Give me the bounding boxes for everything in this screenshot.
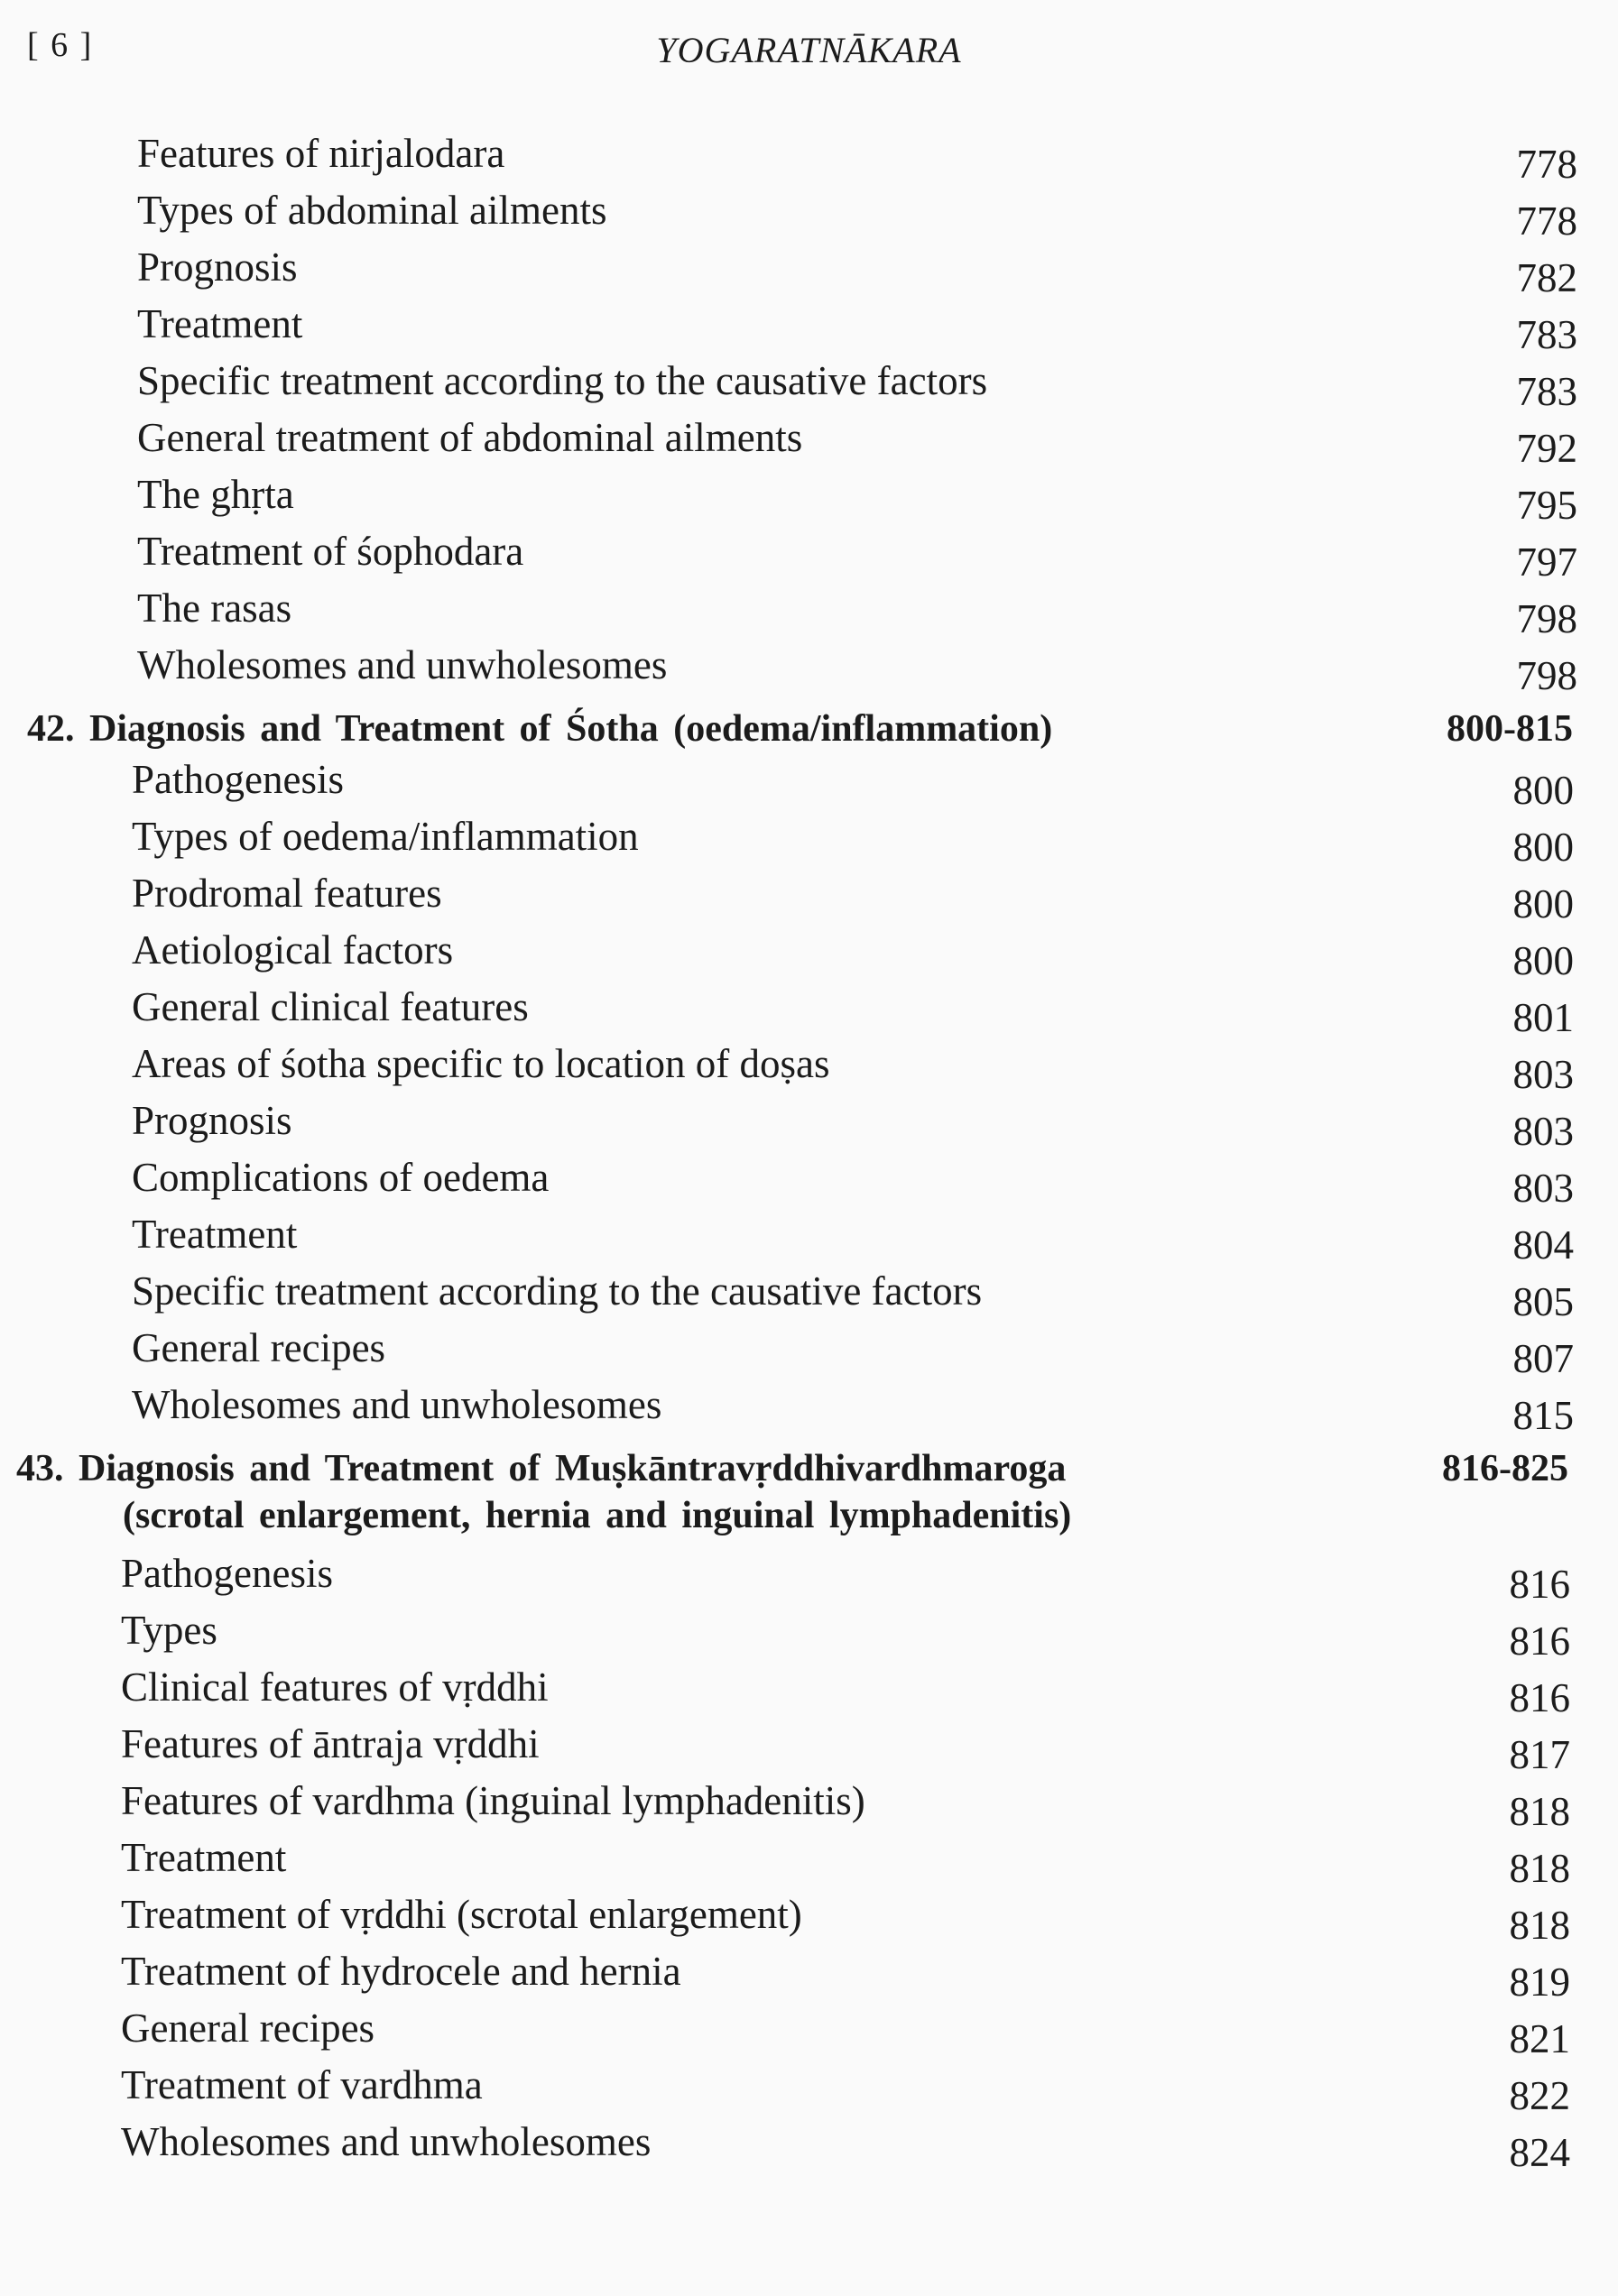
toc-entry <box>0 2115 1618 2175</box>
toc-entry-title: General treatment of abdominal ailments <box>137 415 803 460</box>
toc-entry-title: Treatment of vṛddhi (scrotal enlargement) <box>121 1892 802 1937</box>
toc-entry <box>0 1150 1618 1211</box>
toc-entry <box>0 809 1618 870</box>
toc-entry <box>0 297 1618 357</box>
toc-entry <box>0 581 1618 641</box>
toc-entry <box>0 1321 1618 1381</box>
toc-entry-page: 783 <box>1516 369 1577 414</box>
toc-entry <box>0 1378 1618 1438</box>
toc-entry-title: Pathogenesis <box>121 1551 333 1596</box>
chapter-heading <box>0 1434 1618 1492</box>
toc-entry-page: 803 <box>1512 1052 1574 1097</box>
toc-entry-title: Wholesomes and unwholesomes <box>132 1382 662 1427</box>
toc-entry-page: 807 <box>1512 1336 1574 1381</box>
toc-entry-title: Features of vardhma (inguinal lymphadenitis) <box>121 1778 865 1823</box>
toc-entry-title: Wholesomes and unwholesomes <box>121 2119 652 2164</box>
toc-entry-title: Aetiological factors <box>132 927 454 973</box>
toc-entry-page: 816 <box>1509 1562 1570 1607</box>
toc-entry-page: 782 <box>1516 255 1577 300</box>
toc-entry-page: 783 <box>1516 312 1577 357</box>
toc-entry-page: 817 <box>1509 1732 1570 1777</box>
toc-entry-page: 821 <box>1509 2016 1570 2061</box>
toc-entry-title: Pathogenesis <box>132 757 344 802</box>
toc-entry <box>0 126 1618 187</box>
toc-entry-page: 822 <box>1509 2073 1570 2118</box>
toc-entry-page: 818 <box>1509 1903 1570 1948</box>
toc-entry-title: Prodromal features <box>132 871 442 916</box>
toc-entry-page: 801 <box>1512 995 1574 1040</box>
toc-entry-title: The ghṛta <box>137 472 294 517</box>
toc-entry-title: Treatment <box>132 1212 298 1257</box>
toc-entry-page: 804 <box>1512 1222 1574 1268</box>
toc-entry <box>0 1037 1618 1097</box>
toc-entry <box>0 1774 1618 1834</box>
running-title: YOGARATNĀKARA <box>656 30 962 70</box>
chapter-pages: 800-815 <box>1447 708 1573 750</box>
toc-entry-title: General recipes <box>132 1325 386 1370</box>
toc-entry-title: Treatment of hydrocele and hernia <box>121 1949 681 1994</box>
chapter-subtitle: (scrotal enlargement, hernia and inguinal lymphadenitis) <box>123 1495 1072 1536</box>
toc-entry-page: 818 <box>1509 1789 1570 1834</box>
chapter-heading <box>0 695 1618 752</box>
chapter-title: 43. Diagnosis and Treatment of Muṣkāntravṛddhivardhmaroga <box>16 1448 1067 1489</box>
toc-entry <box>0 1660 1618 1720</box>
toc-entry-page: 795 <box>1516 483 1577 528</box>
toc-entry-page: 798 <box>1516 596 1577 641</box>
toc-entry <box>0 2001 1618 2061</box>
chapter-pages: 816-825 <box>1442 1448 1568 1489</box>
toc-entry-title: Areas of śotha specific to location of doṣas <box>132 1041 830 1086</box>
toc-entry <box>0 467 1618 528</box>
toc-entry <box>0 410 1618 471</box>
toc-entry-title: Types of abdominal ailments <box>137 188 607 233</box>
toc-entry-title: Complications of oedema <box>132 1155 550 1200</box>
page-number: [ 6 ] <box>27 26 94 64</box>
toc-entry-page: 805 <box>1512 1279 1574 1324</box>
toc-entry <box>0 923 1618 983</box>
toc-entry-page: 824 <box>1509 2130 1570 2175</box>
toc-entry <box>0 866 1618 927</box>
toc-entry <box>0 240 1618 300</box>
toc-entry-page: 800 <box>1512 768 1574 813</box>
toc-entry-title: Clinical features of vṛddhi <box>121 1664 549 1710</box>
toc-entry <box>0 1603 1618 1664</box>
toc-entry <box>0 1264 1618 1324</box>
toc-entry-title: General clinical features <box>132 984 529 1029</box>
toc-entry <box>0 1944 1618 2005</box>
toc-entry-title: Types <box>121 1608 217 1653</box>
toc-entry-title: The rasas <box>137 586 292 631</box>
page-header <box>27 25 1591 76</box>
toc-entry-page: 818 <box>1509 1846 1570 1891</box>
toc-entry <box>0 1717 1618 1777</box>
toc-entry-title: Features of nirjalodara <box>137 131 505 176</box>
toc-entry <box>0 980 1618 1040</box>
toc-entry-page: 778 <box>1516 142 1577 187</box>
toc-entry <box>0 354 1618 414</box>
toc-entry-page: 800 <box>1512 881 1574 927</box>
toc-entry <box>0 1887 1618 1948</box>
toc-entry-title: Types of oedema/inflammation <box>132 814 639 859</box>
toc-entry-title: General recipes <box>121 2006 375 2051</box>
toc-entry-page: 803 <box>1512 1166 1574 1211</box>
toc-entry <box>0 638 1618 698</box>
toc-entry-title: Specific treatment according to the causative factors <box>132 1268 983 1314</box>
toc-entry <box>0 752 1618 813</box>
toc-entry-title: Treatment <box>121 1835 287 1880</box>
toc-entry-title: Features of āntraja vṛddhi <box>121 1721 540 1766</box>
toc-entry <box>0 2058 1618 2118</box>
toc-entry-title: Treatment of vardhma <box>121 2062 483 2107</box>
toc-entry-page: 778 <box>1516 198 1577 244</box>
toc-entry-title: Prognosis <box>132 1098 292 1143</box>
toc-entry-title: Wholesomes and unwholesomes <box>137 642 668 687</box>
toc-entry-title: Prognosis <box>137 244 298 290</box>
toc-entry <box>0 1830 1618 1891</box>
toc-entry-page: 800 <box>1512 825 1574 870</box>
toc-entry-page: 803 <box>1512 1109 1574 1154</box>
toc-entry <box>0 1207 1618 1268</box>
toc-entry-page: 819 <box>1509 1959 1570 2005</box>
toc-entry <box>0 1546 1618 1607</box>
toc-entry-page: 792 <box>1516 426 1577 471</box>
toc-entry-title: Treatment <box>137 301 303 346</box>
toc-entry <box>0 183 1618 244</box>
toc-entry-page: 816 <box>1509 1675 1570 1720</box>
toc-entry-title: Treatment of śophodara <box>137 529 524 574</box>
toc-entry-page: 815 <box>1512 1393 1574 1438</box>
table-of-contents <box>0 126 1618 2175</box>
chapter-subtitle-row <box>0 1492 1618 1546</box>
toc-entry-title: Specific treatment according to the causative factors <box>137 358 988 403</box>
toc-entry <box>0 1093 1618 1154</box>
chapter-title: 42. Diagnosis and Treatment of Śotha (oedema/inflammation) <box>27 708 1053 750</box>
toc-entry-page: 800 <box>1512 938 1574 983</box>
toc-entry <box>0 524 1618 585</box>
toc-entry-page: 797 <box>1516 539 1577 585</box>
toc-entry-page: 798 <box>1516 653 1577 698</box>
toc-entry-page: 816 <box>1509 1618 1570 1664</box>
